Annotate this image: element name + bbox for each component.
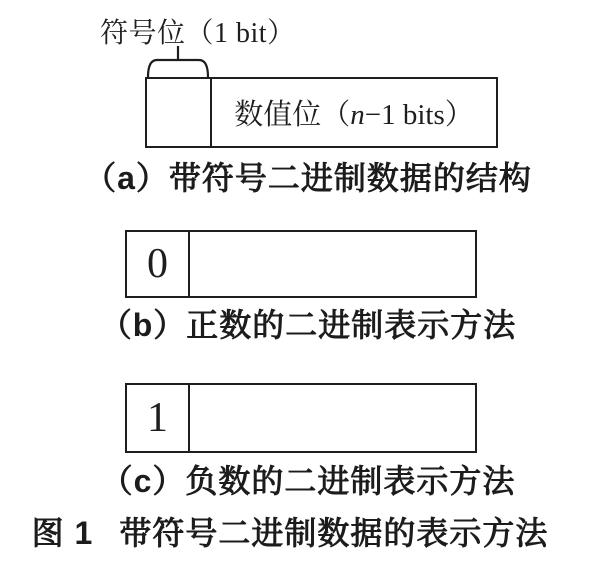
value-label-variable: n [350, 99, 365, 131]
bitbox-structure [145, 77, 498, 148]
value-label-suffix: −1 bits） [364, 99, 474, 131]
bitbox-positive [125, 230, 477, 298]
value-bits-cell-a [212, 79, 496, 146]
figure-caption-title: 带符号二进制数据的表示方法 [119, 515, 549, 551]
bitbox-negative [125, 383, 477, 453]
value-bits-label [234, 92, 474, 133]
value-bits-cell-b [190, 232, 475, 296]
sign-bit-cell-a [147, 79, 212, 146]
value-label-prefix: 数值位（ [234, 99, 351, 131]
sign-bit-cell-c: 1 [127, 385, 190, 451]
overbrace-bar [148, 60, 208, 77]
value-bits-cell-c [190, 385, 475, 451]
overbrace-icon [146, 45, 210, 78]
caption-c: （c）负数的二进制表示方法 [100, 463, 516, 499]
figure-caption-number: 图 1 [31, 515, 94, 551]
figure-caption [0, 514, 580, 552]
caption-a: （a）带符号二进制数据的结构 [84, 160, 532, 196]
sign-bit-cell-b: 0 [127, 232, 190, 296]
caption-b: （b）正数的二进制表示方法 [99, 307, 517, 343]
sign-bit-label: 符号位（1 bit） [100, 18, 296, 49]
